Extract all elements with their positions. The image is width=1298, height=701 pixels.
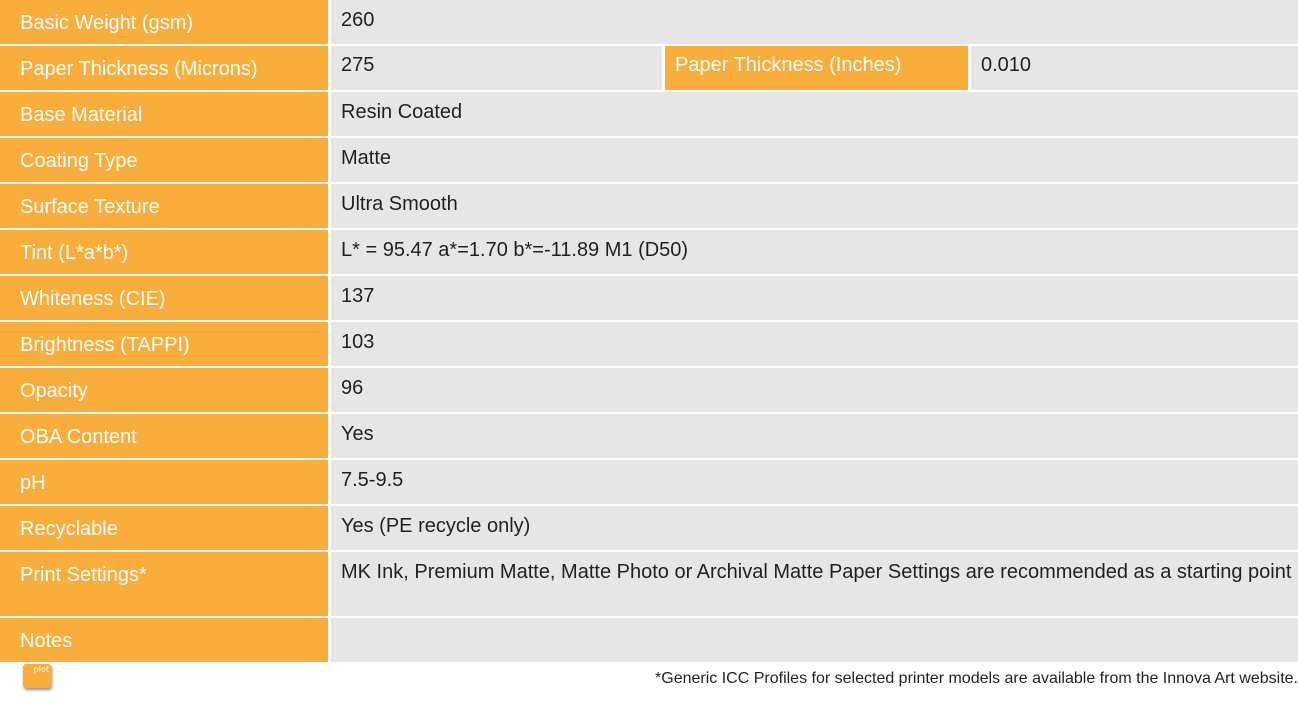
label-ph: pH — [0, 460, 328, 504]
label-print-settings: Print Settings* — [0, 552, 328, 616]
label-coating-type: Coating Type — [0, 138, 328, 182]
paper-thickness-group — [331, 46, 1298, 90]
label-opacity: Opacity — [0, 368, 328, 412]
value-recyclable: Yes (PE recycle only) — [331, 506, 1298, 550]
value-brightness: 103 — [331, 322, 1298, 366]
logo-text: plot — [33, 665, 49, 674]
value-ph: 7.5-9.5 — [331, 460, 1298, 504]
label-base-material: Base Material — [0, 92, 328, 136]
label-brightness: Brightness (TAPPI) — [0, 322, 328, 366]
value-base-material: Resin Coated — [331, 92, 1298, 136]
label-surface-texture: Surface Texture — [0, 184, 328, 228]
label-notes: Notes — [0, 618, 328, 662]
value-opacity: 96 — [331, 368, 1298, 412]
value-whiteness: 137 — [331, 276, 1298, 320]
value-tint: L* = 95.47 a*=1.70 b*=-11.89 M1 (D50) — [331, 230, 1298, 274]
label-paper-thickness-microns: Paper Thickness (Microns) — [0, 46, 328, 90]
brand-logo-icon — [23, 664, 51, 688]
value-notes — [331, 618, 1298, 662]
label-whiteness: Whiteness (CIE) — [0, 276, 328, 320]
label-basic-weight: Basic Weight (gsm) — [0, 0, 328, 44]
value-paper-thickness-microns: 275 — [331, 46, 662, 90]
label-recyclable: Recyclable — [0, 506, 328, 550]
value-coating-type: Matte — [331, 138, 1298, 182]
value-surface-texture: Ultra Smooth — [331, 184, 1298, 228]
value-print-settings: MK Ink, Premium Matte, Matte Photo or Archival Matte Paper Settings are recommended as a starting point — [331, 552, 1298, 616]
value-oba-content: Yes — [331, 414, 1298, 458]
label-tint: Tint (L*a*b*) — [0, 230, 328, 274]
label-oba-content: OBA Content — [0, 414, 328, 458]
label-paper-thickness-inches: Paper Thickness (Inches) — [665, 46, 968, 90]
value-basic-weight: 260 — [331, 0, 1298, 44]
value-paper-thickness-inches: 0.010 — [971, 46, 1298, 90]
footnote: *Generic ICC Profiles for selected printer models are available from the Innova Art website. — [655, 670, 1298, 687]
